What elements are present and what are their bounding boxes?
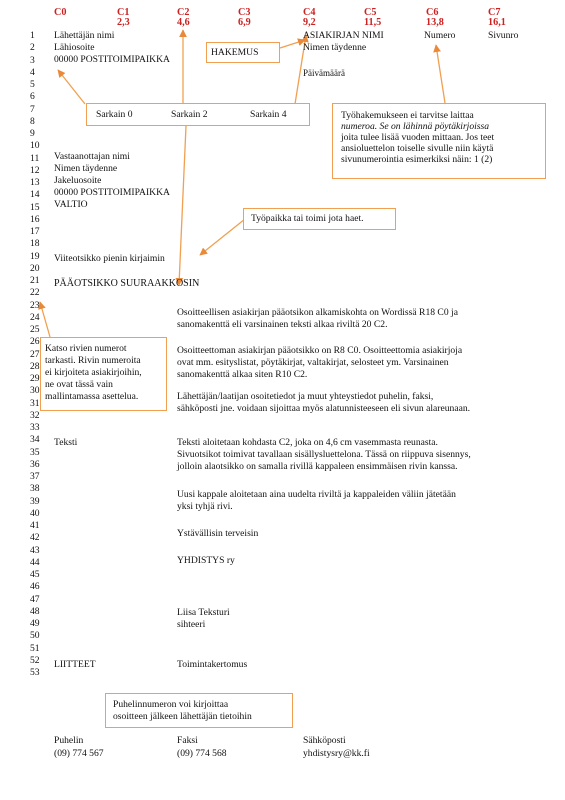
line-number: 24	[30, 311, 40, 323]
body-line: sanomakenttä alkaa siten R10 C2.	[177, 369, 308, 380]
job-note-line: Työhakemukseen ei tarvitse laittaa	[341, 110, 474, 121]
tab-label-4: Sarkain 4	[250, 109, 287, 120]
body-line: Osoitteellisen asiakirjan pääotsikon alkamiskohta on Wordissä R18 C0 ja	[177, 307, 458, 318]
line-number: 16	[30, 213, 40, 225]
attachment-item: Toimintakertomus	[177, 659, 248, 670]
arrow-position	[200, 219, 245, 255]
phone-note-line: osoitteen jälkeen lähettäjän tietoihin	[113, 711, 252, 722]
arrow-tab0	[58, 70, 85, 104]
tabs-callout	[86, 103, 310, 126]
column-cm: 11,5	[364, 17, 382, 28]
rows-note-callout	[40, 337, 167, 411]
line-number: 22	[30, 287, 40, 299]
line-number: 50	[30, 630, 40, 642]
line-number: 14	[30, 189, 40, 201]
phone-note-callout	[105, 693, 293, 728]
line-number: 3	[30, 54, 35, 66]
line-number: 51	[30, 642, 40, 654]
job-note-line: joita tulee lisää vuoden mittaan. Jos teet	[341, 132, 495, 143]
job-note-line: ansioluettelon toiselle sivulle niin käytä	[341, 143, 494, 154]
line-number: 30	[30, 385, 40, 397]
tab-label-2: Sarkain 2	[171, 109, 208, 120]
line-number: 53	[30, 667, 40, 678]
line-number: 4	[30, 66, 35, 78]
column-code: C5	[364, 7, 377, 18]
line-number: 33	[30, 422, 40, 433]
line-number: 8	[30, 115, 35, 127]
footer-phone-label: Puhelin	[54, 735, 84, 746]
line-number: 42	[30, 532, 40, 544]
hakemus-callout	[206, 42, 280, 63]
text-section-label: Teksti	[54, 437, 78, 448]
footer-phone: (09) 774 567	[54, 748, 104, 759]
main-heading: PÄÄOTSIKKO SUURAAKKOSIN	[54, 278, 200, 289]
line-number: 41	[30, 520, 40, 531]
attachments-label: LIITTEET	[54, 659, 96, 670]
line-number: 27	[30, 348, 40, 360]
footer-fax-label: Faksi	[177, 735, 198, 746]
line-number: 52	[30, 654, 40, 666]
column-cm: 4,6	[177, 17, 190, 28]
line-number: 9	[30, 128, 35, 139]
line-number: 25	[30, 324, 40, 335]
line-number: 47	[30, 593, 40, 605]
line-number: 48	[30, 605, 40, 617]
line-number: 28	[30, 360, 40, 372]
document-subtitle: Nimen täydenne	[303, 42, 367, 53]
line-number: 31	[30, 397, 40, 409]
body-line: sähköposti jne. voidaan sijoittaa myös alatunnisteeseen eli sivun alareunaan.	[177, 403, 471, 414]
column-code: C6	[426, 7, 439, 18]
sender-postal: 00000 POSTITOIMIPAIKKA	[54, 54, 170, 65]
line-number: 23	[30, 299, 40, 311]
position-text: Työpaikka tai toimi jota haet.	[251, 213, 364, 224]
body-line: yksi tyhjä rivi.	[177, 501, 233, 512]
line-number: 32	[30, 409, 40, 421]
footer-fax: (09) 774 568	[177, 748, 227, 759]
line-number: 10	[30, 140, 40, 152]
line-number: 46	[30, 581, 40, 593]
job-note-line: sivunumerointia esimerkiksi näin: 1 (2)	[341, 154, 493, 165]
body-line: jolloin alaotsikko on samalla rivillä kappaleen ensimmäisen rivin kanssa.	[177, 461, 458, 472]
rows-note-line: mallintamassa asettelua.	[45, 391, 139, 402]
line-number: 20	[30, 262, 40, 274]
column-code: C1	[117, 7, 130, 18]
column-code: C2	[177, 7, 190, 18]
line-number: 7	[30, 103, 35, 115]
column-cm: 2,3	[117, 17, 130, 28]
line-number: 13	[30, 177, 40, 188]
rows-note-line: tarkasti. Rivin numeroita	[45, 355, 141, 366]
rows-note-line: ei kirjoiteta asiakirjoihin,	[45, 367, 142, 378]
column-code: C3	[238, 7, 251, 18]
footer-email-label: Sähköposti	[303, 735, 346, 746]
phone-note-line: Puhelinnumeron voi kirjoittaa	[113, 699, 229, 710]
footer-email: yhdistysry@kk.fi	[303, 748, 370, 759]
recipient-line: Jakeluosoite	[54, 175, 102, 186]
column-code: C0	[54, 7, 67, 18]
arrow-tab2-down	[179, 126, 186, 285]
recipient-line: 00000 POSTITOIMIPAIKKA	[54, 187, 170, 198]
arrow-job-note	[436, 45, 445, 103]
rows-note-line: Katso rivien numerot	[45, 343, 127, 354]
body-line: Lähettäjän/laatijan osoitetiedot ja muut yhteystiedot puhelin, faksi,	[177, 391, 434, 402]
column-cm: 6,9	[238, 17, 251, 28]
line-number: 39	[30, 495, 40, 507]
body-line: Teksti aloitetaan kohdasta C2, joka on 4,6 cm vasemmasta reunasta.	[177, 437, 438, 448]
body-line: sanomakenttä eli varsinainen teksti alkaa riviltä 20 C2.	[177, 319, 388, 330]
line-number: 35	[30, 446, 40, 458]
line-number: 18	[30, 238, 40, 250]
body-line: Sivuotsikot toimivat tavallaan sisällysluettelona. Tässä on riippuva sisennys,	[177, 449, 471, 460]
job-note-line: numeroa. Se on lähinnä pöytäkirjoissa	[341, 121, 490, 132]
arrow-rows	[40, 302, 50, 337]
column-cm: 9,2	[303, 17, 316, 28]
tab-label-0: Sarkain 0	[96, 109, 133, 120]
line-number: 49	[30, 618, 40, 629]
body-line: Osoitteettoman asiakirjan pääotsikko on R8 C0. Osoitteettomia asiakirjoja	[177, 345, 463, 356]
line-number: 1	[30, 30, 35, 41]
sender-name: Lähettäjän nimi	[54, 30, 115, 41]
body-line: ovat mm. esityslistat, pöytäkirjat, valtakirjat, selosteet ym. Varsinainen	[177, 357, 449, 368]
line-number: 40	[30, 507, 40, 519]
column-cm: 13,8	[426, 17, 444, 28]
line-number: 11	[30, 152, 40, 164]
rows-note-line: ne ovat tässä vain	[45, 379, 113, 390]
column-code: C7	[488, 7, 501, 18]
recipient-line: Vastaanottajan nimi	[54, 151, 130, 162]
document-number: Numero	[424, 30, 456, 41]
line-number: 12	[30, 164, 40, 176]
job-note-callout	[332, 103, 546, 179]
position-callout	[243, 208, 396, 230]
line-number: 2	[30, 42, 35, 54]
body-line: Uusi kappale aloitetaan aina uudelta riviltä ja kappaleiden väliin jätetään	[177, 489, 456, 500]
line-number: 34	[30, 434, 40, 446]
recipient-line: VALTIO	[54, 199, 88, 210]
line-number: 38	[30, 483, 40, 495]
hakemus-label: HAKEMUS	[211, 47, 259, 58]
page-number: Sivunro	[488, 30, 519, 41]
arrow-hakemus	[280, 40, 305, 48]
line-number: 21	[30, 275, 40, 286]
organization-name: YHDISTYS ry	[177, 555, 235, 566]
line-number: 26	[30, 336, 40, 348]
line-number: 29	[30, 373, 40, 384]
line-number: 44	[30, 556, 40, 568]
closing-greeting: Ystävällisin terveisin	[177, 528, 259, 539]
line-number: 15	[30, 201, 40, 213]
line-number: 17	[30, 226, 40, 237]
line-number: 36	[30, 458, 40, 470]
recipient-line: Nimen täydenne	[54, 163, 118, 174]
line-number: 43	[30, 544, 40, 556]
sender-street: Lähiosoite	[54, 42, 95, 53]
line-number: 5	[30, 79, 35, 90]
column-cm: 16,1	[488, 17, 506, 28]
line-number: 19	[30, 250, 40, 262]
line-number: 45	[30, 569, 40, 580]
reference-heading: Viiteotsikko pienin kirjaimin	[54, 253, 165, 264]
line-number: 6	[30, 91, 35, 103]
signer-title: sihteeri	[177, 619, 206, 630]
document-type: ASIAKIRJAN NIMI	[303, 30, 384, 41]
line-number: 37	[30, 471, 40, 482]
date-placeholder: Päivämäärä	[303, 68, 345, 78]
column-code: C4	[303, 7, 316, 18]
signer-name: Liisa Teksturi	[177, 607, 230, 618]
